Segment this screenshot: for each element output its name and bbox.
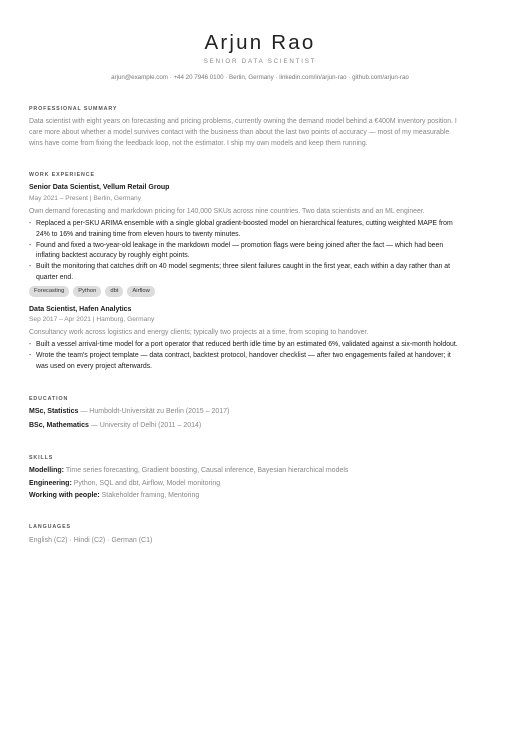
bullet-item <box>29 340 493 351</box>
education-item <box>29 408 229 415</box>
tag-badge: Python <box>73 286 101 297</box>
contact-line: arjun@example.com · +44 20 7946 0100 · Berlin, Germany · linkedin.com/in/arjun-rao · github.com/arjun-rao <box>111 74 409 81</box>
tag-badge: Forecasting <box>29 286 69 297</box>
tag-badge: dbt <box>105 286 123 297</box>
degree-details: — University of Delhi (2011 – 2014) <box>88 422 202 429</box>
skill-line <box>29 492 199 499</box>
job-bullets <box>29 340 493 372</box>
skill-tags <box>29 286 155 297</box>
skill-values: Stakeholder framing, Mentoring <box>99 492 200 499</box>
skill-category: Working with people: <box>29 492 100 499</box>
candidate-name: Arjun Rao <box>204 31 316 54</box>
bullet-line: - Found and fixed a two-year-old leakage in the markdown model — promotion flags were being joined after the fact — which had been <box>36 241 444 249</box>
tag-badge: Airflow <box>127 286 154 297</box>
experience-heading: WORK EXPERIENCE <box>29 172 95 178</box>
job-description: Own demand forecasting and markdown pricing for 140,000 SKUs across nine countries. Two data scientists and an ML engineer. <box>29 208 425 215</box>
skill-line <box>29 480 220 487</box>
degree-name: BSc, Mathematics <box>29 422 89 429</box>
education-item <box>29 422 201 429</box>
summary-line: wins have come from fixing the feedback loop, not the estimator. I ship my own models and keep them running. <box>29 139 368 147</box>
summary-line: care more about whether a model survives contact with the business than about the last two points of accuracy — most of my measurable <box>29 128 450 136</box>
summary-text <box>29 117 491 149</box>
skill-category: Modelling: <box>29 467 64 474</box>
education-heading: EDUCATION <box>29 396 69 402</box>
skill-line <box>29 467 348 474</box>
job-meta: Sep 2017 – Apr 2021 | Hamburg, Germany <box>29 316 155 323</box>
skill-values: Python, SQL and dbt, Airflow, Model monitoring <box>71 480 221 487</box>
summary-line: Data scientist with eight years on forecasting and pricing problems, currently owning the demand model behind a €400M inventory position. I <box>29 118 457 125</box>
bullet-line: inflating backtest accuracy by roughly eight points. <box>36 252 190 260</box>
job-bullets <box>29 219 493 284</box>
bullet-line: was used on every project afterwards. <box>36 362 153 370</box>
skills-heading: SKILLS <box>29 455 54 461</box>
languages-text: English (C2) · Hindi (C2) · German (C1) <box>29 537 153 544</box>
job-description: Consultancy work across logistics and energy clients; typically two projects at a time, from scoping to handover. <box>29 329 369 336</box>
bullet-item <box>29 219 493 241</box>
bullet-line: - Wrote the team's project template — data contract, backtest protocol, handover checklist — after two engagements failed at handover; it <box>36 351 451 359</box>
candidate-role: SENIOR DATA SCIENTIST <box>203 58 317 65</box>
bullet-item <box>29 262 493 284</box>
skill-values: Time series forecasting, Gradient boosting, Causal inference, Bayesian hierarchical models <box>64 467 349 474</box>
job-meta: May 2021 – Present | Berlin, Germany <box>29 195 142 202</box>
job-title: Data Scientist, Hafen Analytics <box>29 306 132 313</box>
bullet-line: - Built the monitoring that catches drift on 40 model segments; three silent failures caught in the first year, each within a day rather than at <box>36 263 451 271</box>
languages-heading: LANGUAGES <box>29 524 71 530</box>
skill-category: Engineering: <box>29 480 72 487</box>
bullet-line: 24% to 16% and training time from eleven hours to twenty minutes. <box>36 230 241 238</box>
bullet-item <box>29 351 493 373</box>
degree-details: — Humboldt-Universität zu Berlin (2015 – 2017) <box>78 408 230 415</box>
bullet-line: quarter end. <box>36 273 74 281</box>
bullet-line: - Replaced a per-SKU ARIMA ensemble with a single global gradient-boosted model on hierarchical features, cutting weighted MAPE from <box>36 220 453 227</box>
summary-heading: PROFESSIONAL SUMMARY <box>29 106 118 112</box>
job-title: Senior Data Scientist, Vellum Retail Group <box>29 184 170 191</box>
bullet-item <box>29 241 493 263</box>
degree-name: MSc, Statistics <box>29 408 79 415</box>
bullet-line: - Built a vessel arrival-time model for a port operator that reduced berth idle time by an estimated 6%, validated against a six-month holdout. <box>36 341 458 348</box>
